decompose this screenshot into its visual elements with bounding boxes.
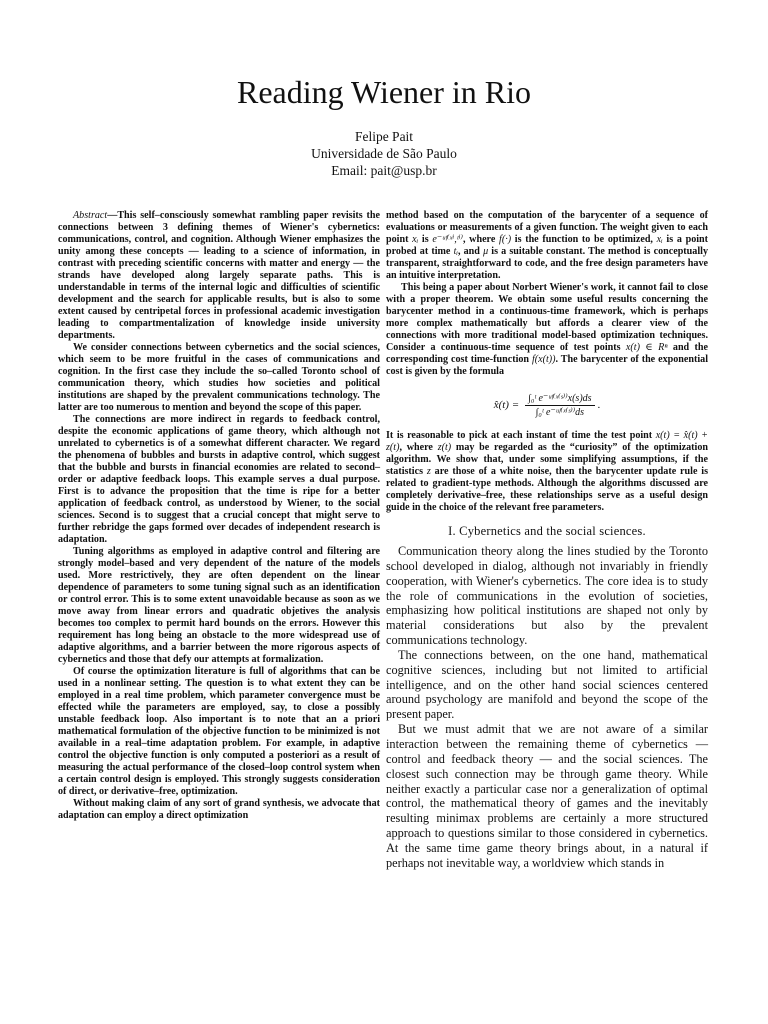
text-run: This being a paper about Norbert Wiener's work, it cannot fail to close with a proper theorem. We obtain some useful results concerning the barycenter method in a continuous-time framework, which is perhaps more complex mathematically but affords a clearer view of the connections with more traditional model-based optimization techniques. Consider a continuous-time sequence of test points [386, 282, 708, 353]
abstract-paragraph-9 [386, 430, 708, 514]
math-inline: xᵢ [412, 234, 419, 245]
author-affiliation: Universidade de São Paulo [311, 146, 457, 161]
math-inline: f(x(t)) [531, 354, 556, 365]
right-column [386, 210, 708, 871]
text-run: is [418, 234, 433, 245]
math-inline: e⁻ᵘᶠ⁽ˣⁱ,ᵗⁱ⁾ [432, 234, 463, 245]
left-column [58, 210, 380, 822]
equation-lhs: x̂(t) = [493, 399, 520, 411]
body-paragraph-1: Communication theory along the lines studied by the Toronto school developed in dialog, although not invariably in friendly cooperation, with Wiener's cybernetics. The core idea is to study the role of communications in the evolution of societies, emphasizing how political institutions are shaped not only by material considerations but also by the prevalent communications technology. [386, 544, 708, 648]
text-run: method based on the computation of the barycenter of a sequence of evaluations or measurements of a given function. The weight given to each point [386, 210, 708, 245]
author-name: Felipe Pait [354, 129, 414, 144]
math-inline: tᵢ [453, 246, 458, 257]
section-heading: I. Cybernetics and the social sciences. [448, 524, 646, 538]
author-email: Email: pait@usp.br [331, 163, 437, 178]
author-block [0, 128, 768, 179]
abstract-paragraph-1 [58, 210, 380, 342]
paper-title: Reading Wiener in Rio [236, 74, 532, 110]
text-run: , where [399, 442, 438, 453]
math-inline: μ [483, 246, 489, 257]
abstract-paragraph-3: The connections are more indirect in regards to feedback control, despite the economic applications of game theory, which although not unrelated to cybernetics is of a somewhat different character. We regard the phenomena of bubbles and bursts in adaptive control, which suggest that the bubble and bursts in financial economies are related to second–order or adaptive feedback loops. This example serves a dual purpose. First is to advance the proposition that the time is ripe for a better application of feedback control, as understood by Wiener, to the social sciences. Second is to suggest that a crucial concept that might serve to further rebridge the gaps formed over decades of independent research is adaptation. [58, 414, 380, 545]
abstract-paragraph-6: Without making claim of any sort of grand synthesis, we advocate that adaptation can employ a direct optimization [58, 798, 380, 821]
text-run: . The barycenter of the exponential cost is given by the formula [386, 354, 709, 377]
math-inline: z(t) [437, 442, 452, 453]
text-run: is a suitable constant. The method is conceptually transparent, straightforward to code, and the free design parameters have an intuitive interpretation. [386, 246, 708, 281]
abstract-paragraph-8 [386, 282, 708, 378]
body-paragraph-3: But we must admit that we are not aware of a similar interaction between the remaining theme of cybernetics — control and feedback theory — and the social sciences. The closest such connection may be through game theory. While neither exactly a particular case nor a generalization of optimal control, the mathematical theory of games and the inevitably resulting minimax problems are certainly a more structured approach to questions similar to those considered in cybernetics. At the same time game theory brings about, in a natural if perhaps not inevitable way, a worldview which stands in [386, 722, 708, 870]
text-run: and the corresponding cost time-function [386, 342, 709, 365]
abstract-paragraph-2: We consider connections between cybernetics and the social sciences, which seem to be more fruitful in the cases of communications and cognition. In the first case they include the so–called Toronto school of communication theory, which studies how societies and political institutions are shaped by the prevalent communications technology. The latter are too numerous to mention and beyond the scope of this paper. [58, 342, 380, 413]
text-run: , where [462, 234, 500, 245]
abstract-text-1: This self–consciously somewhat rambling paper revisits the connections between 3 defining themes of Wiener's cybernetics: communications, control, and cognition. Although Wiener emphasizes the unity among these concepts — leading to a science of information, in contrast with preceding scientific concerns with matter and energy — the strands have developed along largely separate paths. This is understandable in terms of the internal logic and difficulties of scientific development and the search for applicable results, but is also to some extent caused by centripetal forces in professional academic investigation leading to compartmentalization of knowledge inside university departments. [58, 210, 380, 341]
body-paragraph-2: The connections between, on the one hand, mathematical cognitive sciences, including but not limited to artificial intelligence, and on the other hand social sciences centered around psychology are manifold and beyond the scope of the present paper. [386, 647, 708, 722]
abstract-paragraph-5: Of course the optimization literature is full of algorithms that can be used in a nonlinear setting. The question is to what extent they can be employed in a real time problem, which parameter convergence must be effected while the parameters are employed, say, to close a possibly unstable feedback loop. Also important is to note that an a priori mathematical formulation of the objective function to be minimized is not available in a real–time adaptation problem. For example, in adaptive control the objective function is only computed a posteriori as a result of measuring the actual performance of the closed–loop control system when a certain control design is employed. This strongly suggests consideration of direct, or derivative–free, optimization. [58, 666, 380, 797]
abstract-paragraph-4: Tuning algorithms as employed in adaptive control and filtering are strongly model–based and very dependent of the nature of the models used. More restrictively, they are often dependent on the linear dependence of parameters to some tuning signal such as an identification or control error. This is to some extent unavoidable because as soon as we move away from linear errors and quadratic objetives the analysis becomes too complex to permit hard bounds on the errors. However this requirement has long being an obstacle to the more widespread use of adaptive algorithms, and a barrier between the more rigorous aspects of cybernetics and those that defy our attempts at formalization. [58, 546, 380, 665]
equation-period: . [597, 399, 601, 411]
math-inline: x(t) = x̂(t) + z(t) [386, 430, 708, 453]
abstract-dash: — [107, 210, 118, 221]
text-run: are those of a white noise, then the barycenter update rule is related to gradient-type methods. Although the algorithms discussed are completely derivative–free, these relationships serve as a useful design guide in the choice of the relevant free parameters. [386, 466, 709, 513]
text-run: may be regarded as the “curiosity” of the optimization algorithm. We show that, under some simplifying assumptions, if the statistics [386, 442, 709, 477]
equation-numerator: ∫₀ᵗ e⁻ᵘᶠ⁽ˣ⁽ˢ⁾⁾x(s)ds [525, 393, 594, 406]
math-inline: xᵢ [656, 234, 663, 245]
math-inline: x(t) ∈ Rⁿ [625, 342, 668, 353]
text-run: is the function to be optimized, [511, 234, 657, 245]
text-run: , and [457, 246, 484, 257]
equation-fraction [525, 393, 594, 418]
text-run: is a point probed at time [386, 234, 709, 257]
text-run: It is reasonable to pick at each instant of time the test point [386, 430, 656, 441]
abstract-paragraph-7 [386, 210, 708, 282]
math-inline: f(·) [499, 234, 512, 245]
math-inline: z [426, 466, 431, 477]
barycenter-equation [386, 384, 708, 426]
equation-denominator: ∫₀ᵗ e⁻ᵘᶠ⁽ˣ⁽ˢ⁾⁾ds [535, 406, 585, 418]
abstract-label: Abstract [73, 210, 108, 221]
